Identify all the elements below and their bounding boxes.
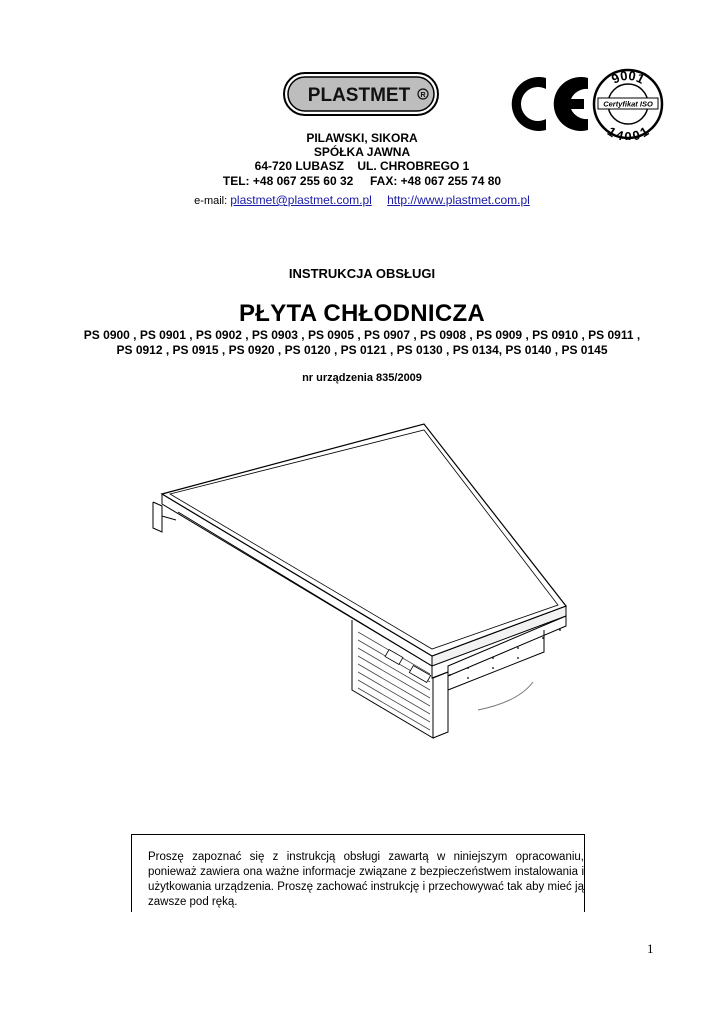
- company-type: SPÓŁKA JAWNA: [313, 145, 411, 159]
- website-link[interactable]: http://www.plastmet.com.pl: [387, 193, 530, 207]
- iso-label-text: Certyfikat ISO: [603, 99, 653, 109]
- company-address: 64-720 LUBASZ UL. CHROBREGO 1: [254, 159, 470, 173]
- company-phone-fax: TEL: +48 067 255 60 32 FAX: +48 067 255 74 80: [222, 174, 502, 188]
- device-serial: nr urządzenia 835/2009: [302, 372, 422, 384]
- plastmet-logo: [283, 72, 439, 116]
- models-line-1: PS 0900 , PS 0901 , PS 0902 , PS 0903 , PS 0905 , PS 0907 , PS 0908 , PS 0909 , PS 0910 , PS 0911 ,: [83, 328, 641, 342]
- notice-text: Proszę zapoznać się z instrukcją obsługi zawartą w niniejszym opracowaniu, ponieważ zawiera ona ważne informacje związane z bezpieczeństwem instalowania i użytkowania urządzenia. Proszę zachować instrukcję i przechowywać tak aby mieć ją zawsze pod ręką.: [148, 851, 584, 908]
- notice-box: [131, 834, 585, 912]
- document-type: INSTRUKCJA OBSŁUGI: [288, 266, 436, 281]
- email-label: e-mail:: [194, 195, 228, 207]
- ce-mark-icon: [510, 72, 594, 136]
- iso-certificate-seal-icon: [592, 68, 664, 140]
- iso-14001-text: 14001: [604, 123, 652, 140]
- cooling-plate-illustration: [148, 420, 578, 740]
- iso-9001-text: 9001: [608, 68, 648, 87]
- page-number: 1: [647, 941, 654, 956]
- page-title: PŁYTA CHŁODNICZA: [238, 300, 486, 327]
- models-line-2: PS 0912 , PS 0915 , PS 0920 , PS 0120 , PS 0121 , PS 0130 , PS 0134, PS 0140 , PS 0145: [116, 343, 608, 357]
- contact-line: [0, 193, 724, 207]
- svg-text:R: R: [420, 92, 426, 99]
- logo-text: PLASTMET: [307, 85, 411, 106]
- email-link[interactable]: plastmet@plastmet.com.pl: [230, 193, 372, 207]
- company-name: PILAWSKI, SIKORA: [306, 131, 418, 145]
